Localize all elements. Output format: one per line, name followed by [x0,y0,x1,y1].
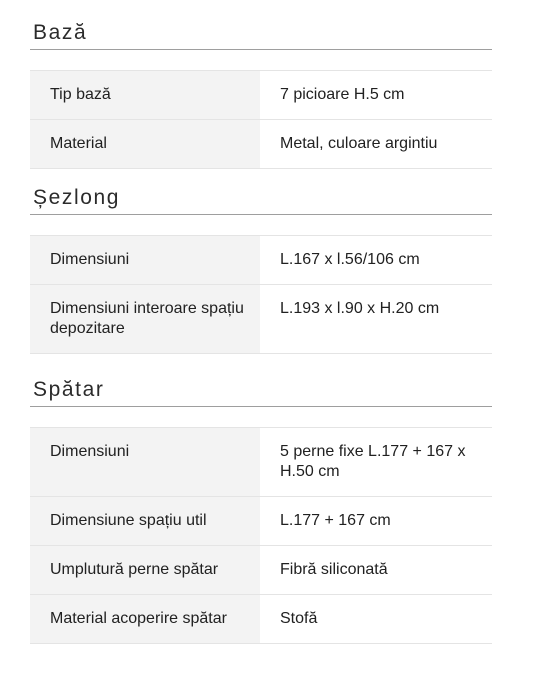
spec-label: Umplutură perne spătar [30,546,260,594]
spec-value: L.193 x l.90 x H.20 cm [260,285,492,353]
spec-value: Fibră siliconată [260,546,492,594]
spec-row-dimensiuni [30,236,492,285]
spec-value: L.177 + 167 cm [260,497,492,545]
spec-row-tip-baza [30,71,492,120]
section-title-baza: Bază [33,21,88,44]
spec-row-material [30,120,492,169]
spec-value: 7 picioare H.5 cm [260,71,492,119]
spec-label: Material acoperire spătar [30,595,260,643]
section-spatar [30,375,492,644]
section-sezlong [30,183,492,354]
section-title-spatar: Spătar [33,378,105,401]
spec-row-dimensiuni [30,428,492,497]
spec-label: Tip bază [30,71,260,119]
spec-row-material-acoperire [30,595,492,644]
section-divider [30,49,492,50]
spec-value: 5 perne fixe L.177 + 167 x H.50 cm [260,428,492,496]
spec-label: Material [30,120,260,168]
spec-label: Dimensiuni [30,428,260,496]
section-divider [30,406,492,407]
spec-row-dimensiune-spatiu-util [30,497,492,546]
spec-table-sezlong [30,235,492,354]
spec-label: Dimensiuni interoare spațiu depozitare [30,285,260,353]
spec-label: Dimensiuni [30,236,260,284]
spec-table-baza [30,70,492,169]
spec-value: Metal, culoare argintiu [260,120,492,168]
spec-value: L.167 x l.56/106 cm [260,236,492,284]
section-baza [30,18,492,169]
spec-row-umplutura-perne [30,546,492,595]
spec-row-dimensiuni-depozitare [30,285,492,354]
spec-label: Dimensiune spațiu util [30,497,260,545]
spec-value: Stofă [260,595,492,643]
spec-table-spatar [30,427,492,644]
section-title-sezlong: Șezlong [33,186,121,209]
section-divider [30,214,492,215]
